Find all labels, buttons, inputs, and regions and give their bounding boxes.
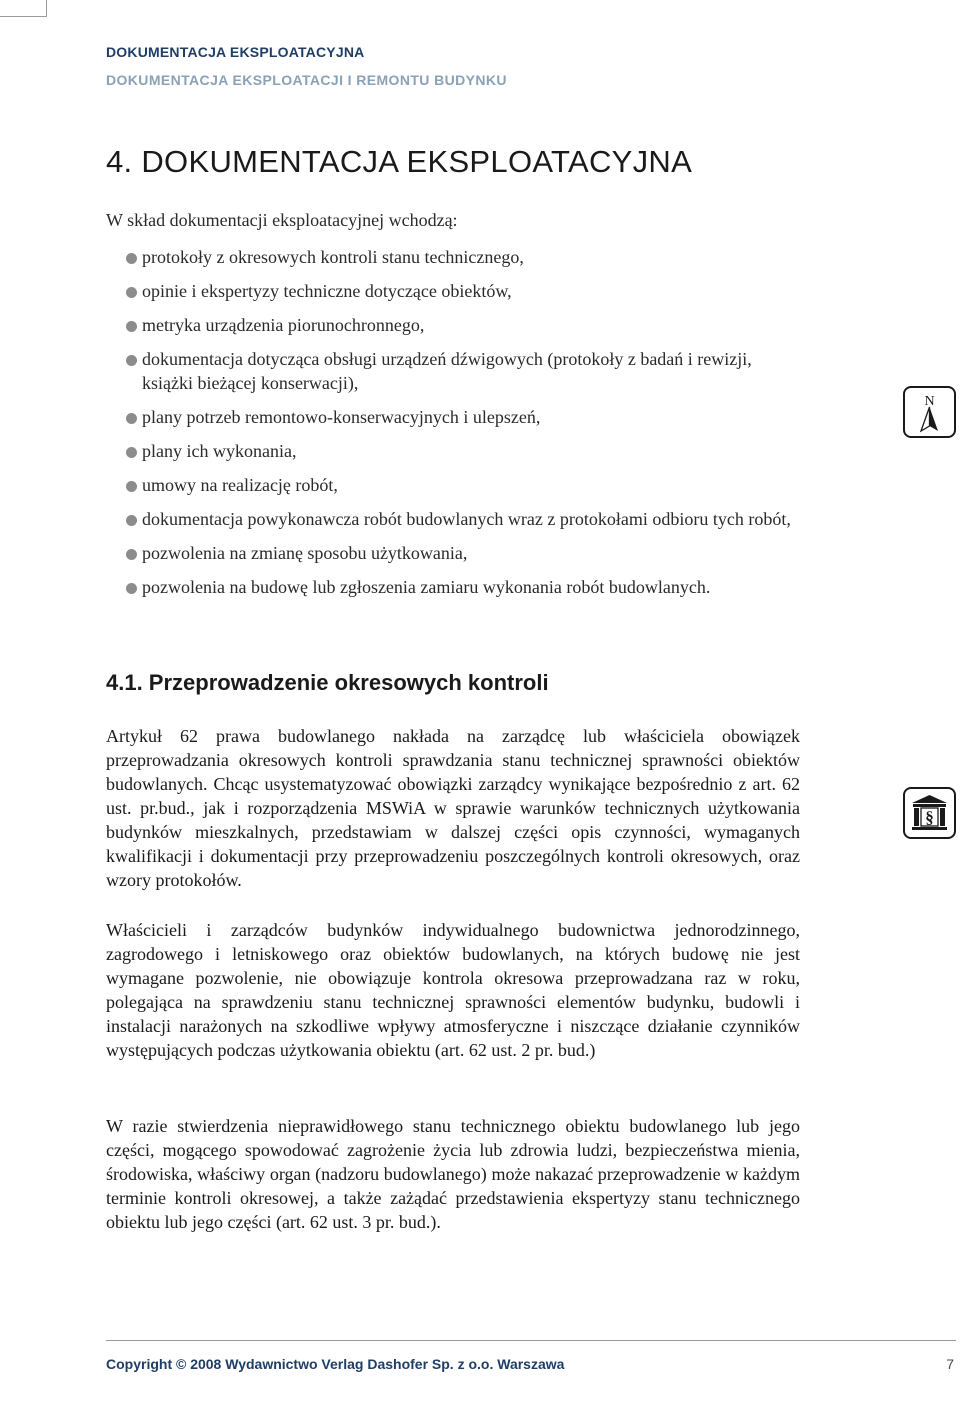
- paragraph-1: Artykuł 62 prawa budowlanego nakłada na zarządcę lub właściciela obowiązek przeprowadzania okresowych kontroli sprawdzania stanu technicznej sprawności obiektów budowlanych. Chcąc usystematyzować obowiązki zarządcy wynikające bezpośrednio z art. 62 ust. pr.bud., jak i rozporządzenia MSWiA w sprawie warunków technicznych użytkowania budynków mieszkalnych, przedstawiam w dalszej części opis czynności, wymaganych kwalifikacji i dokumentacji przy przeprowadzeniu poszczególnych kontroli okresowych, oraz wzory protokołów.: [106, 726, 800, 890]
- list-item: opinie i ekspertyzy techniczne dotyczące obiektów,: [106, 279, 806, 303]
- running-header-title: DOKUMENTACJA EKSPLOATACYJNA: [106, 44, 365, 60]
- footer-divider: [106, 1340, 956, 1341]
- list-item: umowy na realizację robót,: [106, 473, 806, 497]
- crop-mark: [0, 0, 47, 17]
- list-item: pozwolenia na zmianę sposobu użytkowania,: [106, 541, 806, 565]
- list-item: plany potrzeb remontowo-konserwacyjnych i ulepszeń,: [106, 405, 806, 429]
- footer-copyright: Copyright © 2008 Wydawnictwo Verlag Dashofer Sp. z o.o. Warszawa: [106, 1356, 565, 1372]
- list-item: pozwolenia na budowę lub zgłoszenia zamiaru wykonania robót budowlanych.: [106, 575, 806, 599]
- bullet-icon: [126, 515, 137, 526]
- bullet-icon: [126, 321, 137, 332]
- list-item: plany ich wykonania,: [106, 439, 806, 463]
- bullet-icon: [126, 583, 137, 594]
- bullet-icon: [126, 549, 137, 560]
- running-header-subtitle: DOKUMENTACJA EKSPLOATACJI I REMONTU BUDYNKU: [106, 72, 507, 88]
- north-arrow-icon: [903, 386, 956, 438]
- bullet-icon: [126, 253, 137, 264]
- bullet-icon: [126, 355, 137, 366]
- bullet-icon: [126, 447, 137, 458]
- chapter-intro: W skład dokumentacji eksploatacyjnej wchodzą:: [106, 210, 458, 230]
- section-title: 4.1. Przeprowadzenie okresowych kontroli: [106, 670, 549, 695]
- page-number: 7: [946, 1356, 954, 1372]
- list-item: dokumentacja dotycząca obsługi urządzeń dźwigowych (protokoły z badań i rewizji, książki bieżącej konserwacji),: [106, 347, 806, 395]
- bullet-icon: [126, 481, 137, 492]
- paragraph-3: W razie stwierdzenia nieprawidłowego stanu technicznego obiektu budowlanego lub jego części, mogącego spowodować zagrożenie życia lub zdrowia ludzi, bezpieczeństwa mienia, środowiska, właściwy organ (nadzoru budowlanego) może nakazać przeprowadzenie w każdym terminie kontroli okresowej, a także zażądać przedstawienia ekspertyzy stanu technicznego obiektu lub jego części (art. 62 ust. 3 pr. bud.).: [106, 1116, 800, 1232]
- bullet-icon: [126, 413, 137, 424]
- bullet-icon: [126, 287, 137, 298]
- list-item: dokumentacja powykonawcza robót budowlanych wraz z protokołami odbioru tych robót,: [106, 507, 806, 531]
- list-item: metryka urządzenia piorunochronnego,: [106, 313, 806, 337]
- law-paragraph-icon: [903, 787, 956, 839]
- list-item: protokoły z okresowych kontroli stanu technicznego,: [106, 245, 806, 269]
- chapter-title: 4. DOKUMENTACJA EKSPLOATACYJNA: [106, 144, 693, 179]
- svg-text:§: §: [925, 808, 934, 827]
- documentation-list: [106, 245, 806, 609]
- north-letter: N: [924, 394, 935, 409]
- paragraph-2: Właścicieli i zarządców budynków indywidualnego budownictwa jednorodzinnego, zagrodowego i letniskowego oraz obiektów budowlanych, na których budowę nie jest wymagane pozwolenie, nie obowiązuje kontrola okresowa przeprowadzana raz w roku, polegająca na sprawdzeniu stanu technicznej sprawności elementów budynku, budowli i instalacji narażonych na szkodliwe wpływy atmosferyczne i niszczące działanie czynników występujących podczas użytkowania obiektu (art. 62 ust. 2 pr. bud.): [106, 920, 800, 1060]
